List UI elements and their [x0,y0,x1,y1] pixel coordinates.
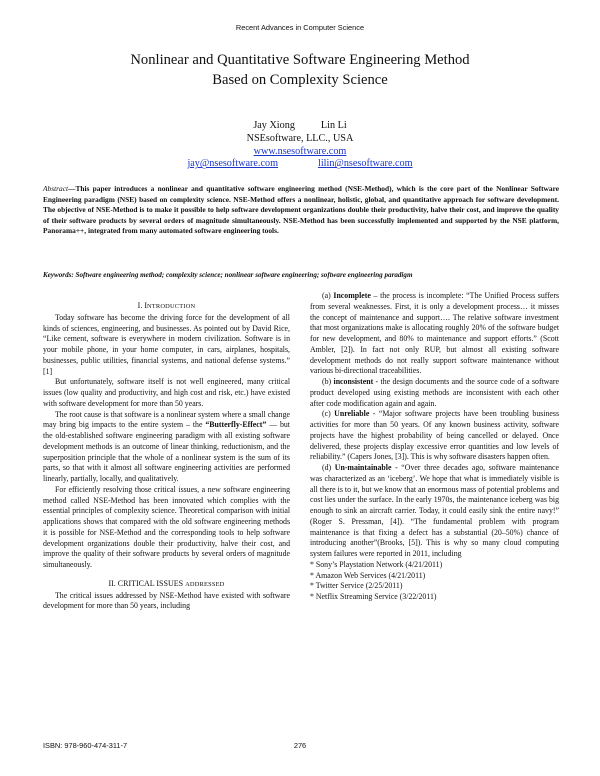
abstract [43,184,559,237]
issue-incomplete: (a) Incomplete – the process is incomplete: “The Unified Process suffers from several weaknesses. First, it is only a development process… it misses the concept of maintenance and support…. The relative software investment that most organizations make is allocating roughly 20% of the software budget for new development, and 80% to maintenance and support efforts.” (Scott Ambler, [2]). In fact not only RUP, but almost all existing software development methods do not really support software maintenance without various bi-directional traceabilities. [310,291,559,376]
paragraph: Today software has become the driving force for the development of all kinds of sciences, engineering, and businesses. As pointed out by David Rice, “Like cement, software is everywhere in modern civilization. Software is in your mobile phone, in your home computer, in cars, airplanes, hospitals, businesses, public utilities, financial systems, and national defense systems.” [1] [43,312,290,376]
website-link[interactable]: www.nsesoftware.com [253,145,347,157]
failure-list-item: * Twitter Service (2/25/2011) [310,581,403,591]
issue-unreliable: (c) Unreliable - “Major software projects have been troubling business activities for more than 50 years. Of any known business activity, software projects have the highest probability of being cancelled or delayed. Once delivered, these projects display excessive error quantities and low levels of reliability.” (Capers Jones, [3]). This is why software disasters happen often. [310,409,559,462]
abstract-text: This paper introduces a nonlinear and quantitative software engineering method (NSE-Method), which is the core part of the Nonlinear Software Engineering paradigm (NSE) based on complexity science. NSE-Method offers a nonlinear, holistic, global, and quantitative approach for software development. The objective of NSE-Method is to make it possible to help software development organizations double their productivity, halve their cost, and improve the quality of their software products by several orders of magnitude simultaneously. NSE-Method has been successfully implemented and supported by the NSE platform, Panorama++, integrated from many automated software engineering tools. [43,184,559,236]
failure-list-item: * Amazon Web Services (4/21/2011) [310,570,426,580]
paper-title [0,51,600,90]
section-heading-introduction: I. INTRODUCTION [137,301,196,310]
section-heading-critical-issues: II. CRITICAL ISSUES ADDRESSED [108,578,225,588]
author-names [0,120,600,133]
paragraph: But unfortunately, software itself is not well engineered, many critical issues (low quality and productivity, and high cost and risk, etc.) have existed with software development for more than 50 years. [43,377,290,408]
running-head: Recent Advances in Computer Science [235,23,365,32]
paragraph: For efficiently resolving those critical issues, a new software engineering method called NSE-Method has been innovated which complies with the essential principles of complexity science. Theoretical comparison with initial applications shows that compared with the old software engineering methods it is possible for NSE-Method and the corresponding tools to help software development organizations double their productivity, halve their cost, and improve the quality of their software products by several orders of magnitude simultaneously. [43,484,290,569]
author-1: Jay Xiong [253,120,295,131]
affiliation: NSEsoftware, LLC., USA [246,132,354,144]
author-2: Lin Li [320,120,347,131]
email-link-1[interactable]: jay@nsesoftware.com [187,158,279,170]
abstract-dash: — [68,184,76,193]
issue-inconsistent: (b) inconsistent - the design documents and the source code of a software product developed using existing methods are inconsistent with each other after code modification again and again. [310,377,560,408]
paragraph: The critical issues addressed by NSE-Method have existed with software development for more than 50 years, including [43,590,290,611]
failure-list-item: * Sony’s Playstation Network (4/21/2011) [310,559,443,569]
author-block [0,120,600,171]
right-column [310,291,559,603]
title-line-2: Based on Complexity Science [212,71,388,88]
issue-unmaintainable: (d) Un-maintainable - “Over three decades ago, software maintenance was characterized as an ‘iceberg’. We hope that what is immediately visible is all there is to it, but we know that an enormous mass of potential problems and cost lies under the surface. In the early 1970s, the maintenance iceberg was big enough to sink an aircraft carrier. Today, it could easily sink the entire navy!” (Roger S. Pressman, [4]). “The fundamental problem with program maintenance is that fixing a defect has a substantial (20–50%) chance of introducing another”(Brooks, [5]). This is why so many cloud computing system failures were reported in 2011, including [310,463,560,558]
page-number: 276 [293,741,307,750]
paragraph: The root cause is that software is a nonlinear system where a small change may bring big impacts to the entire system – the “Butterfly-Effect” — but the old-established software engineering paradigm with all existing software development methods is an outcome of linear thinking, reductionism, and the superposition principle that the whole of a nonlinear system is the sum of its parts, so that with it almost all software engineering activities are performed linearly, partially, locally, and qualitatively. [43,409,290,483]
left-column [43,301,290,612]
email-link-2[interactable]: lilin@nsesoftware.com [318,158,413,170]
footer-isbn: ISBN: 978-960-474-311-7 [43,741,128,750]
keywords: Keywords: Software engineering method; complexity science; nonlinear software engineering; software engineering paradigm [43,271,413,279]
title-line-1: Nonlinear and Quantitative Software Engineering Method [130,52,470,68]
abstract-lead: Abstract [43,184,69,193]
failure-list-item: * Netflix Streaming Service (3/22/2011) [310,592,437,601]
